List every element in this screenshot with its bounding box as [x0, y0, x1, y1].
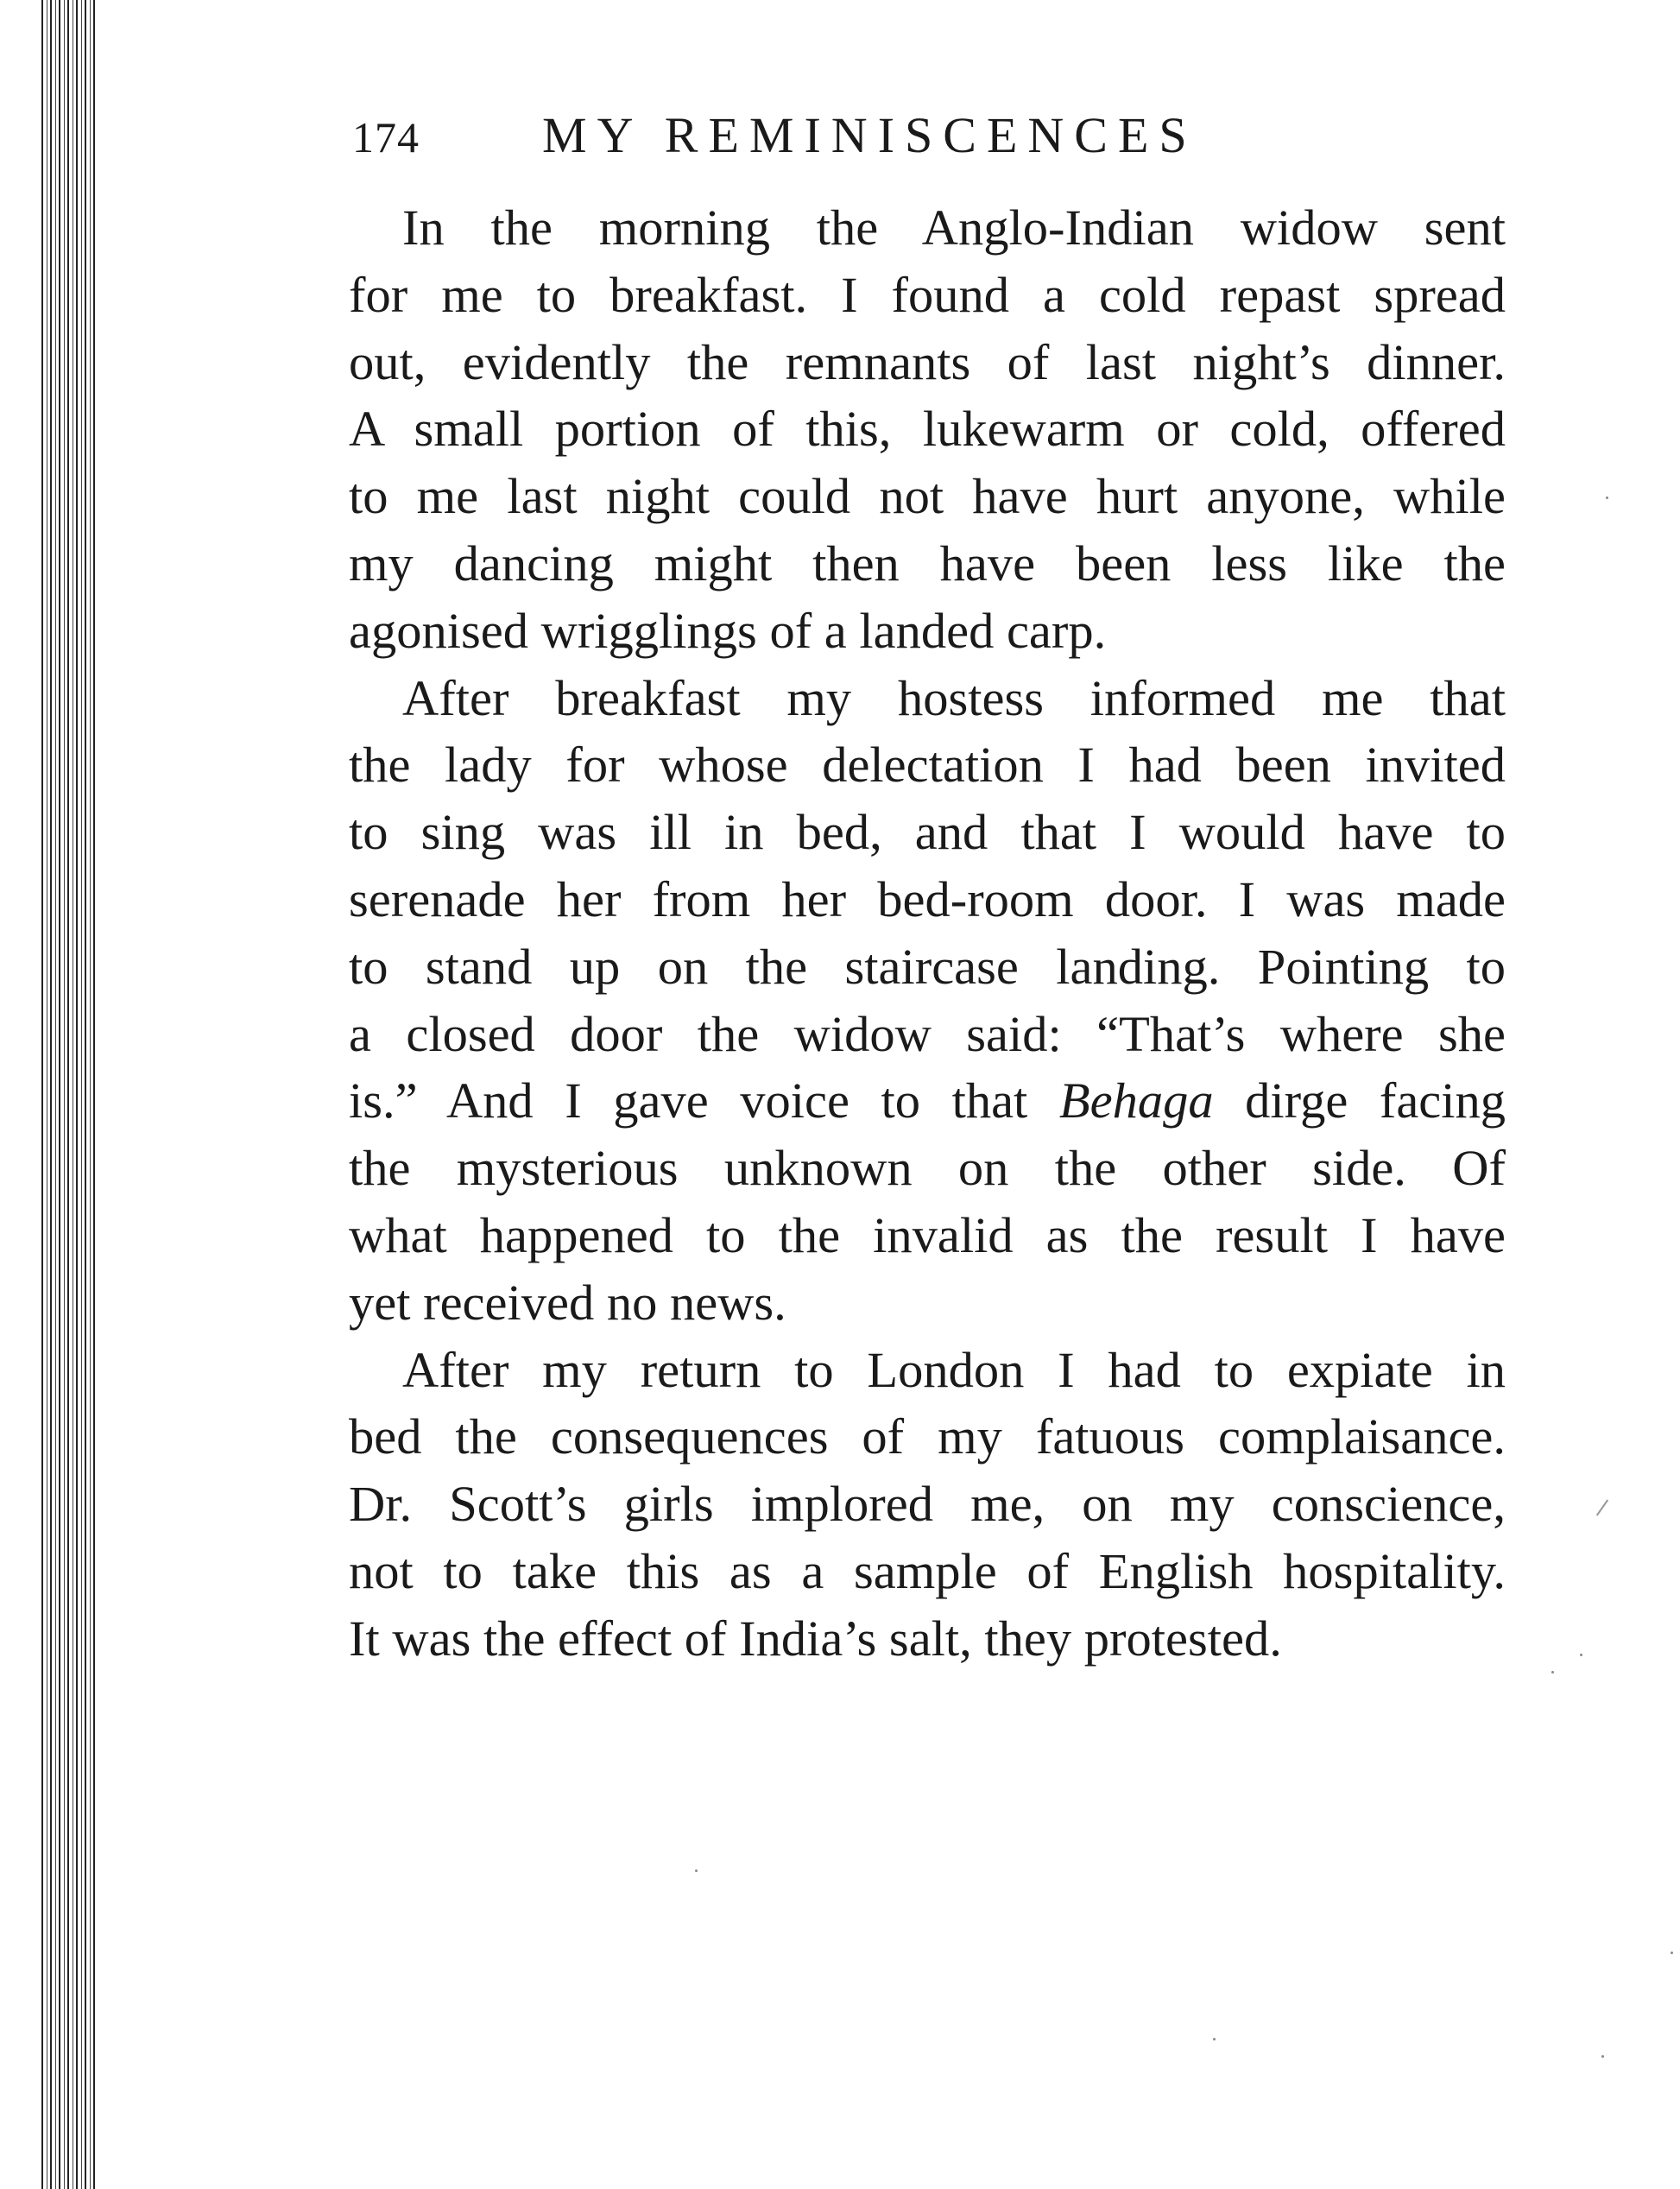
paragraph-line: out, evidently the remnants of last night’s dinner. — [349, 333, 1506, 390]
scan-speck — [1551, 1671, 1554, 1673]
paragraph-line: bed the consequences of my fatuous complaisance. — [349, 1408, 1506, 1465]
scan-speck — [1606, 497, 1608, 499]
scan-speck — [1601, 2055, 1604, 2058]
paragraph-line: the mysterious unknown on the other side. Of — [349, 1140, 1506, 1197]
paragraph-line: After breakfast my hostess informed me that — [402, 669, 1506, 726]
paragraph-line: what happened to the invalid as the result I have — [349, 1206, 1506, 1263]
book-title: MY REMINISCENCES — [542, 107, 1197, 163]
paragraph-line: In the morning the Anglo-Indian widow sent — [402, 199, 1506, 256]
paragraph-line: to sing was ill in bed, and that I would have to — [349, 804, 1506, 861]
paragraph-line: for me to breakfast. I found a cold repast spread — [349, 266, 1506, 323]
book-gutter — [41, 0, 98, 2189]
paragraph-line: to stand up on the staircase landing. Pointing to — [349, 938, 1506, 995]
running-head — [352, 97, 1475, 174]
scan-speck — [1213, 2038, 1216, 2040]
line-text-before: is.” And I gave voice to that — [349, 1072, 1059, 1129]
body-text — [349, 194, 1506, 1673]
paragraph-line: yet received no news. — [349, 1274, 786, 1331]
scan-mark — [1596, 1499, 1608, 1515]
line-text-after: dirge facing — [1213, 1072, 1506, 1129]
paragraph-line: agonised wrigglings of a landed carp. — [349, 602, 1107, 659]
paragraph-line: the lady for whose delectation I had been invited — [349, 737, 1506, 794]
paragraph-line: Dr. Scott’s girls implored me, on my conscience, — [349, 1476, 1506, 1533]
paragraph-line: serenade her from her bed-room door. I was made — [349, 870, 1506, 927]
paragraph-line: After my return to London I had to expiate in — [402, 1341, 1506, 1398]
italic-term-behaga: Behaga — [1058, 1072, 1214, 1129]
page-number: 174 — [352, 113, 420, 161]
scan-speck — [1671, 1952, 1673, 1954]
scan-speck — [695, 1870, 698, 1872]
paragraph-line: A small portion of this, lukewarm or cold, offered — [349, 401, 1506, 458]
paragraph-line: my dancing might then have been less like the — [349, 535, 1506, 592]
paragraph-line: not to take this as a sample of English hospitality. — [349, 1542, 1506, 1599]
paragraph-line-with-italic — [349, 1067, 1506, 1135]
paragraph-line: a closed door the widow said: “That’s where she — [349, 1005, 1506, 1062]
paragraph-line: It was the effect of India’s salt, they protested. — [349, 1610, 1282, 1667]
scan-speck — [1580, 1654, 1582, 1656]
paragraph-line: to me last night could not have hurt anyone, while — [349, 468, 1506, 525]
